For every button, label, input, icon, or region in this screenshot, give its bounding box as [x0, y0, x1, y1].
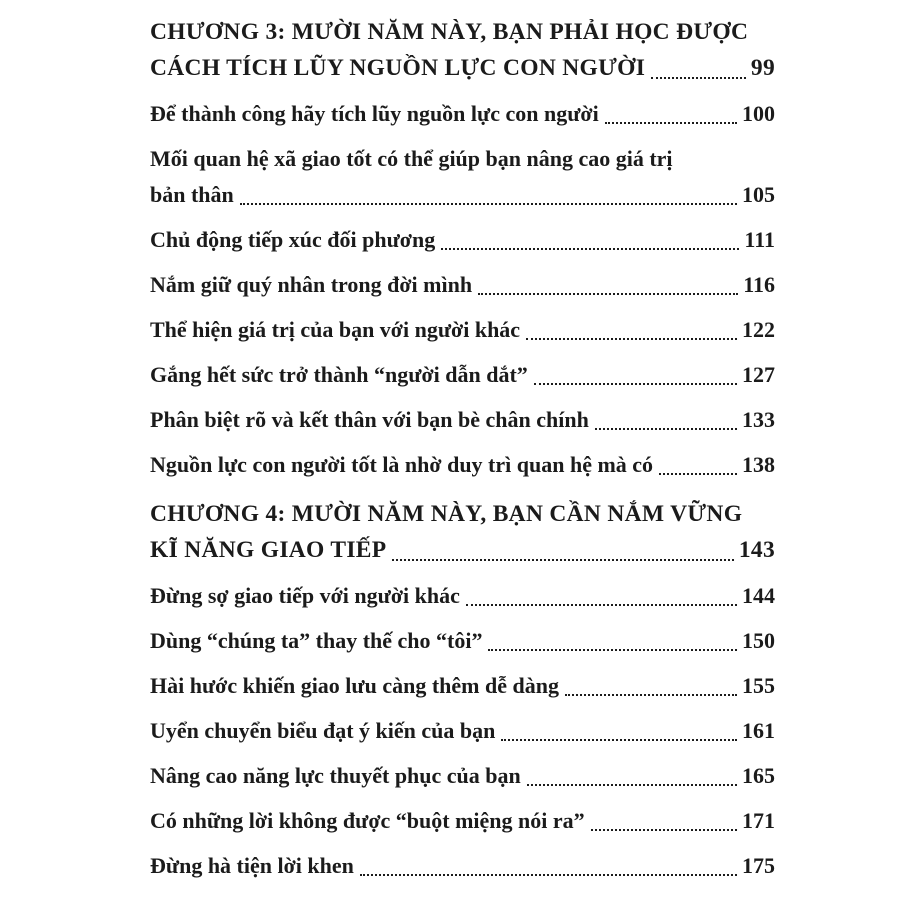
toc-line [150, 843, 775, 879]
toc-line [150, 618, 775, 654]
toc-entry [150, 262, 775, 298]
page-number: 133 [742, 407, 775, 432]
page-number: 175 [742, 853, 775, 878]
toc-line [150, 136, 775, 172]
toc-title-text: CHƯƠNG 4: MƯỜI NĂM NÀY, BẠN CẦN NẮM VỮNG [150, 501, 743, 527]
toc-title-text: Nâng cao năng lực thuyết phục của bạn [150, 763, 521, 788]
toc-entry [150, 798, 775, 834]
toc-title-text: CÁCH TÍCH LŨY NGUỒN LỰC CON NGƯỜI [150, 55, 646, 81]
toc-line [150, 10, 775, 46]
toc-title-text: Phân biệt rõ và kết thân với bạn bè chân chính [150, 407, 589, 432]
page-number: 155 [742, 673, 775, 698]
toc-list [150, 10, 775, 879]
dotted-leader [441, 248, 739, 250]
toc-line [150, 708, 775, 744]
toc-title-text: bản thân [150, 182, 234, 207]
page-number: 111 [744, 227, 775, 252]
toc-title-text: Gắng hết sức trở thành “người dẫn dắt” [150, 362, 528, 387]
dotted-leader [534, 383, 737, 385]
page-number: 150 [742, 628, 775, 653]
toc-line [150, 172, 775, 208]
dotted-leader [488, 649, 737, 651]
toc-chapter-heading [150, 10, 775, 82]
toc-title-text: Để thành công hãy tích lũy nguồn lực con người [150, 101, 599, 126]
dotted-leader [591, 829, 737, 831]
toc-title-text: Có những lời không được “buột miệng nói ra” [150, 808, 585, 833]
toc-line [150, 46, 775, 82]
dotted-leader [659, 473, 737, 475]
page-number: 122 [742, 317, 775, 342]
toc-entry [150, 91, 775, 127]
toc-entry [150, 708, 775, 744]
toc-entry [150, 397, 775, 433]
dotted-leader [478, 293, 738, 295]
toc-entry [150, 307, 775, 343]
dotted-leader [466, 604, 737, 606]
dotted-leader [392, 559, 733, 561]
toc-line [150, 573, 775, 609]
toc-title-text: Mối quan hệ xã giao tốt có thể giúp bạn nâng cao giá trị [150, 146, 673, 171]
page-number: 127 [742, 362, 775, 387]
toc-entry [150, 442, 775, 478]
toc-title-text: CHƯƠNG 3: MƯỜI NĂM NÀY, BẠN PHẢI HỌC ĐƯỢC [150, 19, 749, 45]
toc-title-text: Thể hiện giá trị của bạn với người khác [150, 317, 521, 342]
page-number: 161 [742, 718, 775, 743]
toc-entry [150, 663, 775, 699]
toc-line [150, 352, 775, 388]
toc-line [150, 397, 775, 433]
toc-title-text: KĨ NĂNG GIAO TIẾP [150, 537, 387, 563]
dotted-leader [240, 203, 737, 205]
page-number: 99 [750, 55, 775, 81]
page-number: 165 [742, 763, 775, 788]
page-number: 138 [742, 452, 775, 477]
toc-line [150, 663, 775, 699]
page-number: 143 [738, 537, 775, 563]
toc-title-text: Chủ động tiếp xúc đối phương [150, 227, 436, 252]
page-number: 144 [742, 583, 775, 608]
dotted-leader [501, 739, 737, 741]
page-number: 100 [742, 101, 775, 126]
toc-entry [150, 753, 775, 789]
toc-line [150, 91, 775, 127]
toc-entry [150, 618, 775, 654]
page-number: 105 [742, 182, 775, 207]
toc-title-text: Đừng sợ giao tiếp với người khác [150, 583, 460, 608]
dotted-leader [595, 428, 737, 430]
toc-entry [150, 843, 775, 879]
toc-title-text: Dùng “chúng ta” thay thế cho “tôi” [150, 628, 483, 653]
toc-entry [150, 217, 775, 253]
toc-line [150, 798, 775, 834]
toc-line [150, 217, 775, 253]
dotted-leader [527, 784, 737, 786]
toc-line [150, 753, 775, 789]
toc-title-text: Hài hước khiến giao lưu càng thêm dễ dàng [150, 673, 559, 698]
toc-title-text: Uyển chuyển biểu đạt ý kiến của bạn [150, 718, 496, 743]
dotted-leader [565, 694, 737, 696]
toc-title-text: Đừng hà tiện lời khen [150, 853, 354, 878]
toc-line [150, 307, 775, 343]
toc-chapter-heading [150, 492, 775, 564]
toc-line [150, 442, 775, 478]
page-number: 171 [742, 808, 775, 833]
toc-title-text: Nguồn lực con người tốt là nhờ duy trì quan hệ mà có [150, 452, 654, 477]
dotted-leader [651, 77, 746, 79]
page-number: 116 [743, 272, 775, 297]
toc-entry [150, 136, 775, 208]
toc-line [150, 528, 775, 564]
toc-line [150, 492, 775, 528]
toc-title-text: Nắm giữ quý nhân trong đời mình [150, 272, 473, 297]
toc-entry [150, 352, 775, 388]
dotted-leader [360, 874, 737, 876]
toc-line [150, 262, 775, 298]
dotted-leader [526, 338, 737, 340]
toc-entry [150, 573, 775, 609]
dotted-leader [605, 122, 737, 124]
